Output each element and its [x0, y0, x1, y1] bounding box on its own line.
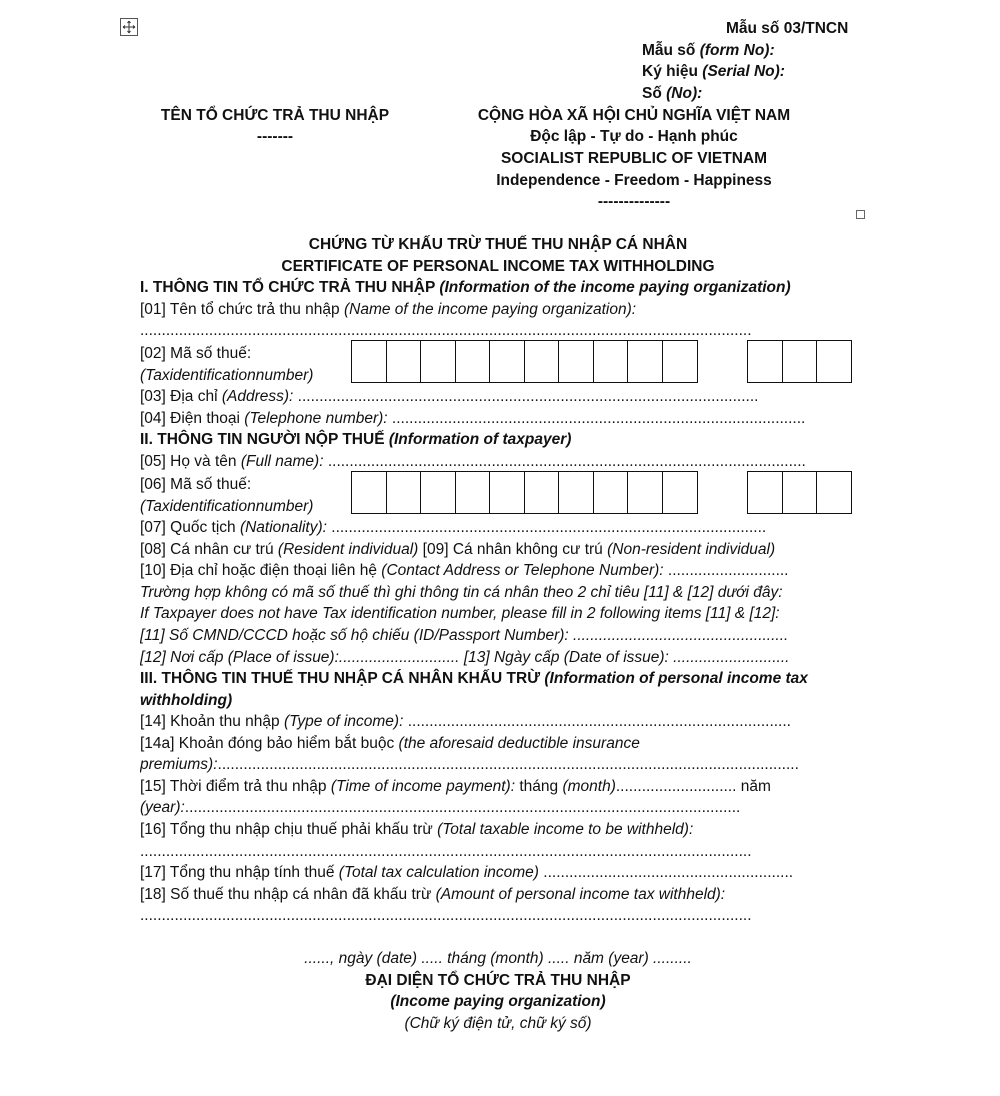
field-14a-en-2: premiums): — [140, 756, 218, 773]
field-15-month-en: (month) — [562, 778, 616, 795]
tin-digit-box[interactable] — [627, 471, 663, 514]
field-07-label: [07] Quốc tịch — [140, 519, 236, 536]
field-01-en: (Name of the income paying organization): — [343, 301, 637, 318]
field-15-en: (Time of income payment): — [330, 778, 516, 795]
move-handle[interactable] — [120, 18, 138, 36]
field-04-en: (Telephone number): — [244, 410, 388, 427]
field-06-en: (Taxidentificationnumber) — [140, 498, 314, 515]
field-15-month-label: tháng — [519, 778, 559, 795]
field-15-month-input[interactable]: ............................ — [615, 778, 737, 795]
field-10-label: [10] Địa chỉ hoặc điện thoại liên hệ — [140, 562, 377, 579]
field-05-en: (Full name): — [240, 453, 324, 470]
field-18-label: [18] Số thuế thu nhập cá nhân đã khấu trừ — [140, 886, 432, 903]
field-15-year-input[interactable]: ................................................................................................................................. — [184, 799, 741, 816]
signature-note: (Chữ ký điện tử, chữ ký số) — [404, 1015, 592, 1032]
motto-dashes: -------------- — [597, 193, 671, 210]
field-05 — [140, 451, 842, 472]
tin-branch-box[interactable] — [747, 471, 783, 514]
field-07 — [140, 517, 832, 538]
republic-vn: CỘNG HÒA XÃ HỘI CHỦ NGHĨA VIỆT NAM — [477, 107, 791, 124]
anchor-checkbox[interactable] — [856, 210, 865, 219]
field-01-input[interactable]: .............................................................................................................................................. — [140, 322, 752, 339]
field-12-label: [12] Nơi cấp (Place of issue): — [140, 649, 339, 666]
serial-en: (Serial No): — [702, 63, 785, 80]
field-17-en: (Total tax calculation income) — [338, 864, 539, 881]
field-18-en: (Amount of personal income tax withheld): — [435, 886, 726, 903]
tin-digit-box[interactable] — [489, 340, 525, 383]
number-label: Số — [642, 85, 662, 102]
tin-digit-box[interactable] — [593, 471, 629, 514]
field-11-label: [11] Số CMND/CCCD hoặc số hộ chiếu (ID/Passport Number): — [140, 627, 569, 644]
number-en: (No): — [666, 85, 703, 102]
tin-digit-box[interactable] — [386, 471, 422, 514]
field-06-tin-boxes — [351, 471, 698, 514]
org-dashes: ------- — [256, 128, 294, 145]
serial-line — [642, 61, 785, 82]
form-no-en: (form No): — [699, 42, 775, 59]
field-01-label: [01] Tên tổ chức trả thu nhập — [140, 301, 340, 318]
field-14a-en: (the aforesaid deductible insurance — [398, 735, 640, 752]
field-03-en: (Address): — [221, 388, 294, 405]
field-03-input[interactable]: ........................................................................................................... — [297, 388, 759, 405]
field-16 — [140, 819, 693, 840]
field-10 — [140, 560, 844, 581]
field-02-en: (Taxidentificationnumber) — [140, 367, 314, 384]
title-en: CERTIFICATE OF PERSONAL INCOME TAX WITHHOLDING — [281, 258, 715, 275]
field-15-year — [140, 797, 826, 818]
field-15-year-label: năm — [740, 778, 771, 795]
field-02-tin-boxes — [351, 340, 698, 383]
date-line: ......, ngày (date) ..... tháng (month) ..... năm (year) ......... — [304, 950, 692, 967]
field-12-input[interactable]: ............................ — [338, 649, 460, 666]
tin-branch-box[interactable] — [747, 340, 783, 383]
section2-heading-vn: II. THÔNG TIN NGƯỜI NỘP THUẾ — [140, 431, 385, 448]
field-14-input[interactable]: ......................................................................................... — [407, 713, 791, 730]
section1-heading-vn: I. THÔNG TIN TỔ CHỨC TRẢ THU NHẬP — [140, 279, 436, 296]
field-03 — [140, 386, 842, 407]
field-11 — [140, 625, 840, 646]
field-17-input[interactable]: .......................................................... — [543, 864, 794, 881]
title-vn: CHỨNG TỪ KHẤU TRỪ THUẾ THU NHẬP CÁ NHÂN — [308, 236, 688, 253]
section2-heading — [140, 429, 571, 450]
tin-branch-box[interactable] — [816, 471, 852, 514]
representative-vn: ĐẠI DIỆN TỔ CHỨC TRẢ THU NHẬP — [365, 972, 631, 989]
note-vn: Trường hợp không có mã số thuế thì ghi thông tin cá nhân theo 2 chỉ tiêu [11] & [12] dưới đây: — [140, 584, 783, 601]
field-10-input[interactable]: ............................ — [667, 562, 789, 579]
field-06-branch-boxes — [747, 471, 852, 514]
representative-en: (Income paying organization) — [390, 993, 606, 1010]
field-05-input[interactable]: ............................................................................................................... — [327, 453, 806, 470]
field-08-label[interactable]: [08] Cá nhân cư trú — [140, 541, 274, 558]
section1-heading — [140, 277, 791, 298]
field-07-input[interactable]: ..................................................................................................... — [331, 519, 767, 536]
note-en: If Taxpayer does not have Tax identification number, please fill in 2 following items [11] & [12]: — [140, 605, 780, 622]
tin-digit-box[interactable] — [386, 340, 422, 383]
tin-digit-box[interactable] — [420, 340, 456, 383]
form-no-label: Mẫu số — [642, 42, 696, 59]
tin-digit-box[interactable] — [662, 471, 698, 514]
tin-digit-box[interactable] — [558, 471, 594, 514]
tin-digit-box[interactable] — [455, 340, 491, 383]
field-10-en: (Contact Address or Telephone Number): — [381, 562, 664, 579]
section3-heading-vn: III. THÔNG TIN THUẾ THU NHẬP CÁ NHÂN KHẤU TRỪ — [140, 670, 541, 687]
tin-branch-box[interactable] — [816, 340, 852, 383]
tin-digit-box[interactable] — [524, 340, 560, 383]
field-02-branch-boxes — [747, 340, 852, 383]
tin-digit-box[interactable] — [489, 471, 525, 514]
field-04-input[interactable]: ................................................................................................ — [391, 410, 806, 427]
field-04-label: [04] Điện thoại — [140, 410, 240, 427]
form-no-line — [642, 40, 775, 61]
republic-en: SOCIALIST REPUBLIC OF VIETNAM — [500, 150, 768, 167]
field-08-en: (Resident individual) — [277, 541, 419, 558]
serial-label: Ký hiệu — [642, 63, 698, 80]
tin-digit-box[interactable] — [558, 340, 594, 383]
tin-digit-box[interactable] — [420, 471, 456, 514]
field-04 — [140, 408, 842, 429]
field-14 — [140, 711, 838, 732]
field-14-en: (Type of income): — [283, 713, 404, 730]
section3-heading-en-2: withholding) — [140, 692, 233, 709]
tin-digit-box[interactable] — [455, 471, 491, 514]
tin-digit-box[interactable] — [524, 471, 560, 514]
tin-digit-box[interactable] — [662, 340, 698, 383]
org-title: TÊN TỔ CHỨC TRẢ THU NHẬP — [160, 107, 390, 124]
field-07-en: (Nationality): — [239, 519, 327, 536]
field-16-input[interactable]: .............................................................................................................................................. — [140, 843, 752, 860]
move-arrows-icon — [122, 20, 136, 34]
section3-heading — [140, 668, 808, 689]
section3-heading-en: (Information of personal income tax — [544, 670, 808, 687]
field-18 — [140, 884, 725, 905]
tin-digit-box[interactable] — [351, 340, 387, 383]
form-code: Mẫu số 03/TNCN — [726, 20, 849, 37]
field-08-09 — [140, 539, 775, 560]
section1-heading-en: (Information of the income paying organization) — [439, 279, 791, 296]
field-14-label: [14] Khoản thu nhập — [140, 713, 280, 730]
tin-digit-box[interactable] — [593, 340, 629, 383]
motto-en: Independence - Freedom - Happiness — [496, 172, 772, 189]
field-15 — [140, 776, 771, 797]
field-15-label: [15] Thời điểm trả thu nhập — [140, 778, 327, 795]
section2-heading-en: (Information of taxpayer) — [388, 431, 572, 448]
motto-vn: Độc lập - Tự do - Hạnh phúc — [530, 128, 738, 145]
field-14a-label: [14a] Khoản đóng bảo hiểm bắt buộc — [140, 735, 395, 752]
field-16-label: [16] Tổng thu nhập chịu thuế phải khấu trừ — [140, 821, 433, 838]
field-03-label: [03] Địa chỉ — [140, 388, 218, 405]
tin-branch-box[interactable] — [782, 340, 818, 383]
field-13-input[interactable]: ........................... — [673, 649, 790, 666]
field-13-label: [13] Ngày cấp (Date of issue): — [463, 649, 669, 666]
field-09-label[interactable]: [09] Cá nhân không cư trú — [422, 541, 603, 558]
field-12-13 — [140, 647, 844, 668]
field-14a-input[interactable]: ....................................................................................................................................... — [217, 756, 799, 773]
field-17-label: [17] Tổng thu nhập tính thuế — [140, 864, 335, 881]
number-line — [642, 83, 702, 104]
field-09-en: (Non-resident individual) — [607, 541, 776, 558]
tin-digit-box[interactable] — [351, 471, 387, 514]
field-06-label: [06] Mã số thuế: — [140, 476, 252, 493]
field-02-label: [02] Mã số thuế: — [140, 345, 252, 362]
field-14a-cont — [140, 754, 836, 775]
field-05-label: [05] Họ và tên — [140, 453, 237, 470]
tin-digit-box[interactable] — [627, 340, 663, 383]
tin-branch-box[interactable] — [782, 471, 818, 514]
field-17 — [140, 862, 836, 883]
field-18-input[interactable]: .............................................................................................................................................. — [140, 907, 752, 924]
field-11-input[interactable]: .................................................. — [573, 627, 789, 644]
field-01 — [140, 299, 636, 320]
field-16-en: (Total taxable income to be withheld): — [437, 821, 694, 838]
field-15-year-en: (year): — [140, 799, 185, 816]
field-14a — [140, 733, 640, 754]
